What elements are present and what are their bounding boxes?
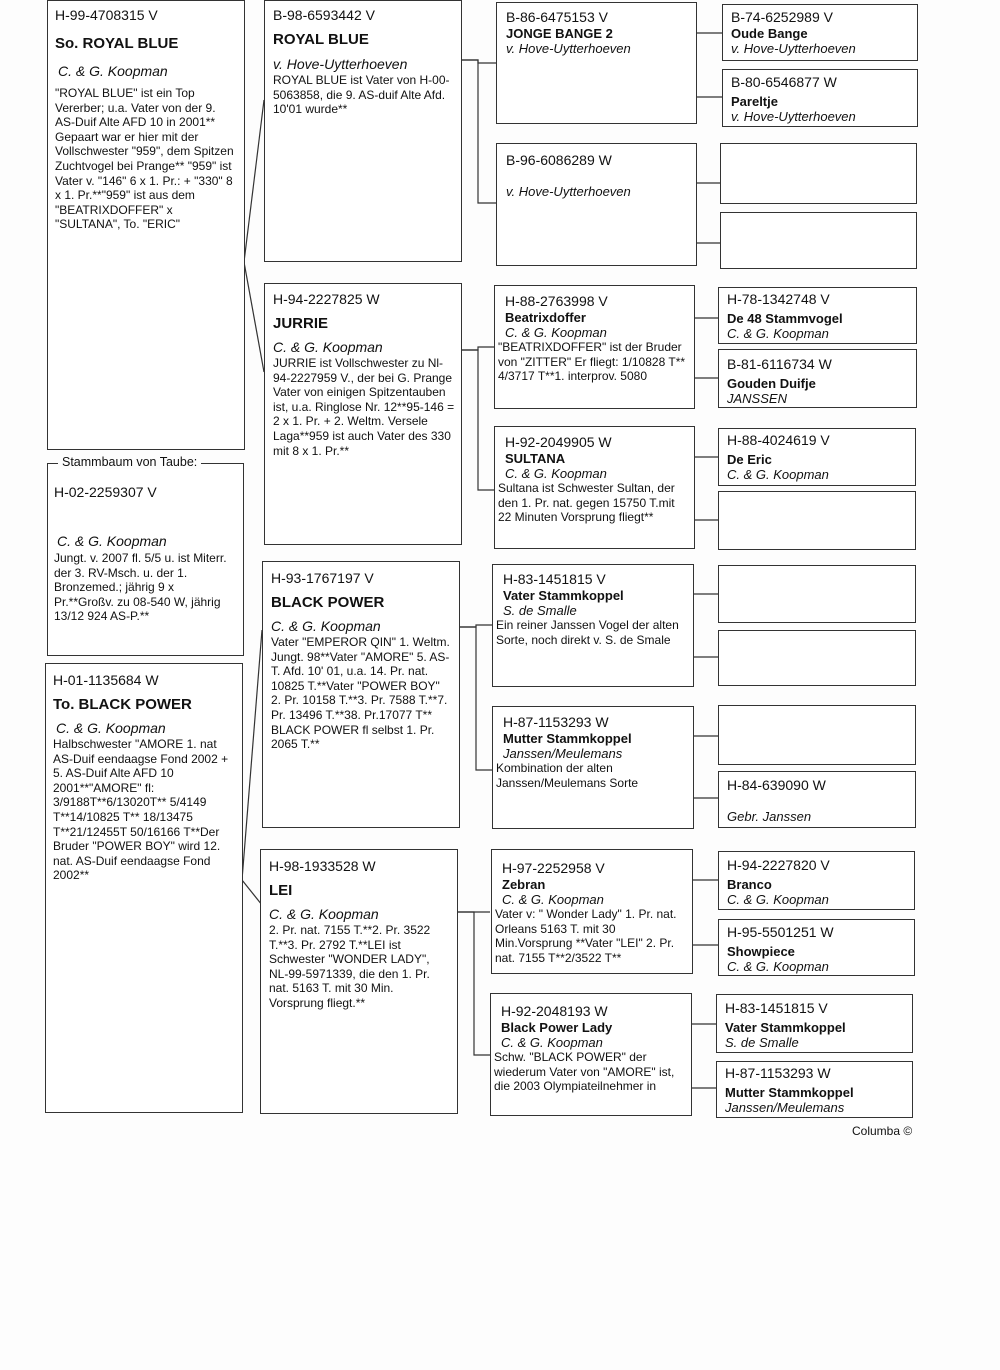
gen2-ring-number: B-98-6593442 V [273, 7, 375, 23]
gen3-card [494, 285, 695, 409]
gen3-note: Sultana ist Schwester Sultan, der den 1. Pr. nat. gegen 15750 T.mit 22 Minuten Vorsprung fliegt** [498, 481, 675, 525]
gen3-name: SULTANA [505, 451, 566, 466]
gen4-breeder: v. Hove-Uytterhoeven [731, 41, 856, 56]
gen4-ring-number: B-80-6546877 W [731, 74, 837, 90]
father-card [47, 0, 245, 450]
gen3-name: Beatrixdoffer [505, 310, 586, 325]
gen4-ring-number: H-94-2227820 V [727, 857, 830, 873]
gen2-note: Vater "EMPEROR QIN" 1. Weltm. Jungt. 98**Vater "AMORE" 5. AS-T. Afd. 10' 01, u.a. 14. Pr. nat. 10825 T.**Vater "POWER BOY" 2. Pr. 10158 T.**3. Pr. 7588 T.**7. Pr. 13496 T.**38. Pr.17077 T** BLACK POWER fl selbst 1. Pr. 2065 T.** [271, 635, 450, 752]
gen3-note: Ein reiner Janssen Vogel der alten Sorte, noch direkt v. S. de Smale [496, 618, 679, 647]
gen3-name [506, 169, 690, 184]
gen2-breeder: C. & G. Koopman [273, 339, 383, 355]
gen4-card [718, 771, 916, 828]
gen4-card [720, 143, 917, 204]
subject-note: Jungt. v. 2007 fl. 5/5 u. ist Miterr. der 3. RV-Msch. u. der 1. Bronzemed.; jährig 9 x Pr.**Großv. zu 08-540 W, jährig 13/12 924 AS-P.** [54, 551, 227, 624]
gen4-card [716, 1061, 913, 1118]
gen2-card [264, 0, 462, 262]
father-name: So. ROYAL BLUE [55, 35, 179, 52]
gen4-name: Showpiece [727, 944, 795, 959]
gen3-note: Kombination der alten Janssen/Meulemans Sorte [496, 761, 639, 790]
gen2-name: ROYAL BLUE [273, 31, 369, 48]
gen4-name: De 48 Stammvogel [727, 311, 843, 326]
gen2-note: JURRIE ist Vollschwester zu Nl-94-2227959 V., der bei G. Prange Vater von einigen Spitzentauben ist, u.a. Ringlose Nr. 12**95-146 = 2 x 1. Pr. + 2. Weltm. Versele Laga**959 ist auch Vater des 330 mit 8 x 1. Pr.** [273, 356, 455, 458]
gen3-breeder: C. & G. Koopman [505, 466, 607, 481]
gen4-card [720, 212, 917, 269]
gen4-card [718, 287, 917, 344]
gen4-ring-number: H-84-639090 W [727, 777, 826, 793]
subject-card [47, 463, 244, 656]
gen3-ring-number: H-97-2252958 V [502, 860, 605, 876]
pedigree-title-label: Stammbaum von Taube: [58, 455, 201, 469]
gen3-ring-number: H-92-2048193 W [501, 1003, 608, 1019]
gen4-breeder: C. & G. Koopman [727, 892, 829, 907]
gen4-ring-number: H-87-1153293 W [725, 1065, 831, 1081]
father-ring-number: H-99-4708315 V [55, 7, 158, 23]
gen3-card [496, 2, 697, 124]
gen4-card [718, 919, 915, 976]
gen3-note: Vater v: " Wonder Lady" 1. Pr. nat. Orleans 5163 T. mit 30 Min.Vorsprung **Vater "LEI" 2. Pr. nat. 7155 T**2/3522 T** [495, 907, 677, 965]
gen4-name: Vater Stammkoppel [725, 1020, 846, 1035]
gen3-name: Vater Stammkoppel [503, 588, 624, 603]
gen4-card [718, 630, 916, 686]
subject-breeder: C. & G. Koopman [57, 533, 167, 549]
gen2-note: 2. Pr. nat. 7155 T.**2. Pr. 3522 T.**3. Pr. 2792 T.**LEI ist Schwester "WONDER LADY", NL-99-5971339, die den 1. Pr. nat. 5163 T. mit 30 Min. Vorsprung fliegt.** [269, 923, 431, 1010]
gen3-ring-number: H-83-1451815 V [503, 571, 606, 587]
mother-ring-number: H-01-1135684 W [53, 672, 159, 688]
gen4-breeder: Janssen/Meulemans [725, 1100, 845, 1115]
gen3-ring-number: H-87-1153293 W [503, 714, 609, 730]
gen4-breeder: S. de Smalle [725, 1035, 799, 1050]
mother-card [45, 663, 243, 1113]
gen3-note: Schw. "BLACK POWER" der wiederum Vater von "AMORE" ist, die 2003 Olympiateilnehmer in [494, 1050, 675, 1094]
gen4-breeder: Gebr. Janssen [727, 809, 812, 824]
gen3-card [490, 993, 692, 1116]
gen3-ring-number: B-86-6475153 V [506, 9, 608, 25]
gen4-name: Gouden Duifje [727, 376, 816, 391]
gen2-name: LEI [269, 882, 293, 899]
gen4-card [722, 69, 918, 127]
mother-name: To. BLACK POWER [53, 696, 192, 713]
gen3-breeder: S. de Smalle [503, 603, 577, 618]
gen2-ring-number: H-93-1767197 V [271, 570, 374, 586]
gen3-card [494, 426, 695, 549]
gen4-breeder: C. & G. Koopman [727, 467, 829, 482]
subject-ring-number: H-02-2259307 V [54, 484, 157, 500]
gen4-card [718, 705, 916, 765]
gen2-breeder: C. & G. Koopman [271, 618, 381, 634]
mother-note: Halbschwester "AMORE 1. nat AS-Duif eendaagse Fond 2002 + 5. AS-Duif Alte AFD 10 2001**"AMORE" fl: 3/9188T**6/13020T** 5/4149 T**14/10825 T** 18/13475 T**21/12455T 50/16166 T**Der Bruder "POWER BOY" wird 12. nat. AS-Duif eendaagse Fond 2002** [53, 737, 229, 883]
gen4-ring-number: H-95-5501251 W [727, 924, 834, 940]
gen2-name: JURRIE [273, 315, 329, 332]
gen3-breeder: v. Hove-Uytterhoeven [506, 184, 631, 199]
gen3-note: "BEATRIXDOFFER" ist der Bruder von "ZITTER" Er fliegt: 1/10828 T** 4/3717 T**1. interprov. 5080 [498, 340, 686, 384]
gen4-breeder: C. & G. Koopman [727, 959, 829, 974]
gen3-card [492, 564, 694, 687]
gen3-ring-number: H-92-2049905 W [505, 434, 612, 450]
gen4-card [718, 565, 916, 623]
gen2-breeder: v. Hove-Uytterhoeven [273, 56, 408, 72]
gen4-card [716, 994, 913, 1053]
gen2-ring-number: H-98-1933528 W [269, 858, 376, 874]
father-breeder: C. & G. Koopman [58, 63, 168, 79]
gen4-name: Mutter Stammkoppel [725, 1085, 854, 1100]
gen2-ring-number: H-94-2227825 W [273, 291, 380, 307]
gen4-ring-number: H-83-1451815 V [725, 1000, 828, 1016]
gen2-card [260, 849, 458, 1114]
gen4-name: Pareltje [731, 94, 778, 109]
gen3-name: Black Power Lady [501, 1020, 613, 1035]
gen4-breeder: v. Hove-Uytterhoeven [731, 109, 856, 124]
gen3-name: Zebran [502, 877, 546, 892]
gen4-ring-number: H-78-1342748 V [727, 291, 830, 307]
gen2-name: BLACK POWER [271, 594, 385, 611]
gen2-note: ROYAL BLUE ist Vater von H-00-5063858, die 9. AS-duif Alte Afd. 10'01 wurde** [273, 73, 450, 117]
gen3-card [492, 706, 694, 829]
gen4-ring-number: B-74-6252989 V [731, 9, 833, 25]
gen2-card [262, 561, 460, 828]
gen3-ring-number: H-88-2763998 V [505, 293, 608, 309]
father-note: "ROYAL BLUE" ist ein Top Vererber; u.a. Vater von der 9. AS-Duif Alte AFD 10 in 2001** Gepaart war er hier mit der Vollschwester "959", dem Spitzen Zuchtvogel bei Prange** "959" ist Vater v. "146" 6 x 1. Pr.: + "330" 8 x 1. Pr.**"959" ist aus dem "BEATRIXDOFFER" x "SULTANA", To. "ERIC" [55, 86, 234, 232]
gen4-card [718, 491, 916, 550]
mother-breeder: C. & G. Koopman [56, 720, 166, 736]
gen4-card [722, 4, 918, 61]
gen3-breeder: C. & G. Koopman [505, 325, 607, 340]
gen2-card [264, 283, 462, 545]
gen4-name: Oude Bange [731, 26, 808, 41]
gen3-card [491, 849, 693, 974]
gen3-breeder: Janssen/Meulemans [503, 746, 623, 761]
gen3-breeder: C. & G. Koopman [502, 892, 604, 907]
gen3-name: Mutter Stammkoppel [503, 731, 632, 746]
gen4-name [727, 794, 909, 809]
gen4-card [718, 851, 915, 910]
gen3-breeder: C. & G. Koopman [501, 1035, 603, 1050]
gen4-ring-number: H-88-4024619 V [727, 432, 830, 448]
gen4-breeder: C. & G. Koopman [727, 326, 829, 341]
gen4-card [718, 349, 917, 408]
gen4-breeder: JANSSEN [727, 391, 787, 406]
gen4-card [718, 428, 916, 486]
gen3-ring-number: B-96-6086289 W [506, 152, 612, 168]
gen2-breeder: C. & G. Koopman [269, 906, 379, 922]
gen3-card [496, 143, 697, 266]
gen3-name: JONGE BANGE 2 [506, 26, 613, 41]
gen4-ring-number: B-81-6116734 W [727, 356, 832, 372]
gen3-breeder: v. Hove-Uytterhoeven [506, 41, 631, 56]
gen4-name: Branco [727, 877, 772, 892]
gen4-name: De Eric [727, 452, 772, 467]
copyright-notice: Columba © [852, 1124, 913, 1138]
subject-name [54, 501, 237, 520]
